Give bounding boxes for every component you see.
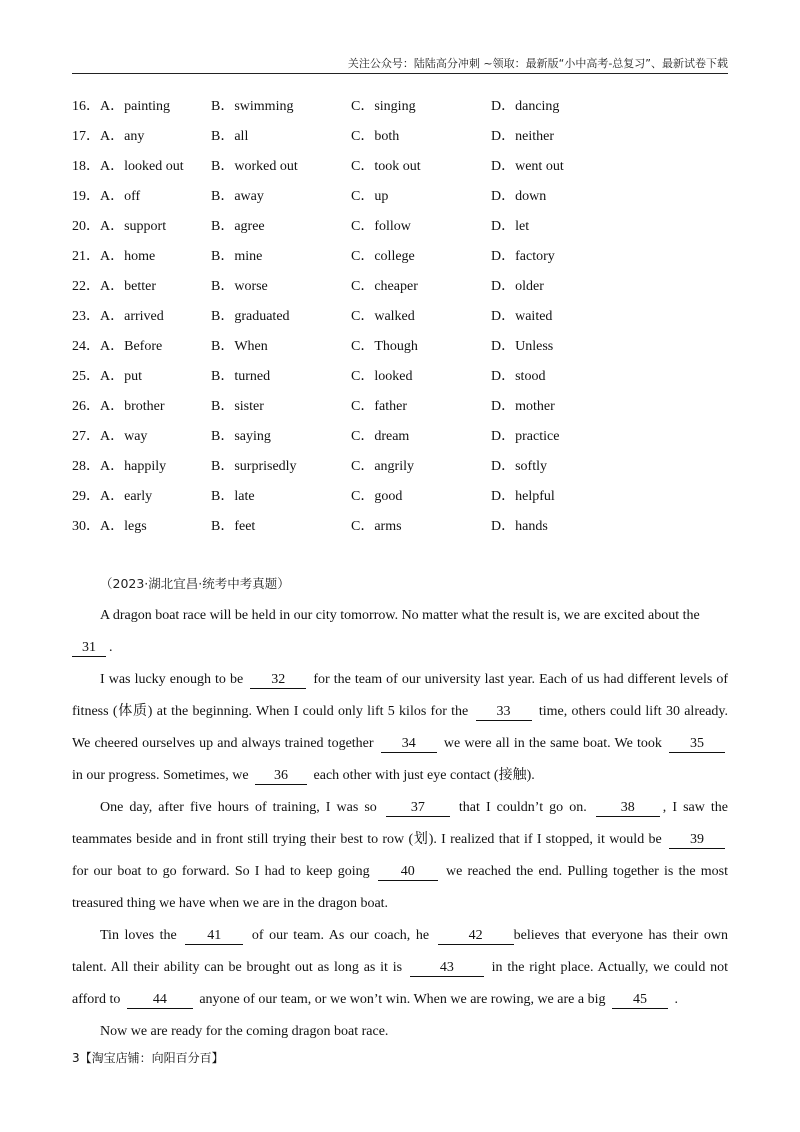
- question-number-and-option-a[interactable]: [72, 214, 166, 240]
- option-a[interactable]: A．off: [100, 189, 141, 204]
- paragraph-3: [72, 792, 728, 920]
- paragraph-4: [72, 920, 728, 1016]
- option-b[interactable]: B．turned: [211, 369, 271, 384]
- blank-35[interactable]: 35: [669, 736, 725, 753]
- paragraph-5: [72, 1016, 728, 1048]
- question-number: 16．: [72, 99, 100, 114]
- question-number: 19．: [72, 189, 100, 204]
- text: believes that everyone has their own talent. All their ability can be brought out as long as it is: [72, 928, 729, 975]
- question-number-and-option-a[interactable]: [72, 124, 144, 150]
- option-d[interactable]: D．stood: [491, 369, 546, 384]
- option-a[interactable]: A．arrived: [100, 309, 164, 324]
- question-number-and-option-a[interactable]: [72, 484, 152, 510]
- option-row: [72, 214, 728, 244]
- question-number: 20．: [72, 219, 100, 234]
- option-c[interactable]: C．up: [351, 189, 389, 204]
- option-c[interactable]: C．cheaper: [351, 279, 418, 294]
- paragraph-2: [72, 664, 728, 792]
- text: , I saw the teammates beside and in front still trying their best to row (划). I realized that if I stopped, it would be: [72, 800, 728, 847]
- option-a[interactable]: A．support: [100, 219, 167, 234]
- blank-39[interactable]: 39: [669, 832, 725, 849]
- option-a[interactable]: A．early: [100, 489, 153, 504]
- blank-38[interactable]: 38: [596, 800, 660, 817]
- question-number: 24．: [72, 339, 100, 354]
- text: for the team of our university last year. Each of us had different levels of fitness (体质) at the beginning. When I could only lift 5 kilos for the: [72, 672, 729, 719]
- question-number-and-option-a[interactable]: [72, 454, 166, 480]
- option-c[interactable]: C．dream: [351, 429, 410, 444]
- text: for our boat to go forward. So I had to keep going: [72, 864, 370, 879]
- option-row: [72, 364, 728, 394]
- option-c[interactable]: C．took out: [351, 159, 421, 174]
- option-a[interactable]: A．way: [100, 429, 148, 444]
- text: .: [674, 992, 678, 1007]
- option-row: [72, 334, 728, 364]
- question-number: 22．: [72, 279, 100, 294]
- option-c[interactable]: C．angrily: [351, 459, 414, 474]
- option-d[interactable]: D．softly: [491, 459, 547, 474]
- text: in our progress. Sometimes, we: [72, 768, 249, 783]
- text: One day, after five hours of training, I was so: [100, 800, 377, 815]
- question-number-and-option-a[interactable]: [72, 364, 142, 390]
- option-row: [72, 274, 728, 304]
- question-number: 27．: [72, 429, 100, 444]
- option-d[interactable]: D．factory: [491, 249, 555, 264]
- text: anyone of our team, or we won’t win. When we are rowing, we are a big: [199, 992, 606, 1007]
- option-a[interactable]: A．put: [100, 369, 142, 384]
- option-b[interactable]: B．feet: [211, 519, 256, 534]
- text: Tin loves the: [100, 928, 177, 943]
- option-c[interactable]: C．father: [351, 399, 407, 414]
- option-d[interactable]: D．hands: [491, 519, 548, 534]
- question-number: 21．: [72, 249, 100, 264]
- question-source: （2023·湖北宜昌·统考中考真题）: [100, 576, 290, 591]
- option-c[interactable]: C．arms: [351, 519, 402, 534]
- question-number: 30．: [72, 519, 100, 534]
- option-row: [72, 94, 728, 124]
- question-number-and-option-a[interactable]: [72, 184, 140, 210]
- question-number-and-option-a[interactable]: [72, 334, 162, 360]
- option-d[interactable]: D．practice: [491, 429, 560, 444]
- option-a[interactable]: A．brother: [100, 399, 165, 414]
- blank-34[interactable]: 34: [381, 736, 437, 753]
- blank-36[interactable]: 36: [255, 768, 307, 785]
- option-c[interactable]: C．college: [351, 249, 415, 264]
- option-b[interactable]: B．When: [211, 339, 268, 354]
- option-c[interactable]: C．good: [351, 489, 403, 504]
- question-number: 28．: [72, 459, 100, 474]
- option-b[interactable]: B．agree: [211, 219, 265, 234]
- option-b[interactable]: B．mine: [211, 249, 263, 264]
- blank-37[interactable]: 37: [386, 800, 450, 817]
- blank-43[interactable]: 43: [410, 960, 484, 977]
- text: of our team. As our coach, he: [251, 928, 430, 943]
- question-number: 26．: [72, 399, 100, 414]
- page-header: 关注公众号：陆陆高分冲刺 ~领取：最新版“小中高考-总复习”、最新试卷下载: [72, 56, 728, 74]
- option-b[interactable]: B．saying: [211, 429, 271, 444]
- option-c[interactable]: C．looked: [351, 369, 413, 384]
- option-b[interactable]: B．late: [211, 489, 255, 504]
- option-a[interactable]: A．legs: [100, 519, 147, 534]
- option-b[interactable]: B．worked out: [211, 159, 298, 174]
- paragraph-1: [72, 600, 728, 632]
- blank-32[interactable]: 32: [250, 672, 306, 689]
- answer-options-list: [72, 94, 728, 544]
- text: each other with just eye contact (接触).: [313, 768, 535, 783]
- option-a[interactable]: A．happily: [100, 459, 167, 474]
- question-number: 25．: [72, 369, 100, 384]
- option-b[interactable]: B．all: [211, 129, 249, 144]
- blank-42[interactable]: 42: [438, 928, 514, 945]
- option-d[interactable]: D．mother: [491, 399, 555, 414]
- option-row: [72, 244, 728, 274]
- option-row: [72, 424, 728, 454]
- option-d[interactable]: D．dancing: [491, 99, 560, 114]
- text: I was lucky enough to be: [100, 672, 244, 687]
- option-b[interactable]: B．swimming: [211, 99, 294, 114]
- question-number-and-option-a[interactable]: [72, 394, 165, 420]
- option-c[interactable]: C．walked: [351, 309, 415, 324]
- question-number-and-option-a[interactable]: [72, 94, 170, 120]
- option-d[interactable]: D．neither: [491, 129, 554, 144]
- option-b[interactable]: B．surprisedly: [211, 459, 297, 474]
- option-row: [72, 154, 728, 184]
- option-a[interactable]: A．home: [100, 249, 156, 264]
- option-b[interactable]: B．sister: [211, 399, 264, 414]
- text: we reached the end. Pulling together is the most treasured thing we have when we are in the dragon boat.: [72, 864, 729, 911]
- question-number: 29．: [72, 489, 100, 504]
- text: we were all in the same boat. We took: [443, 736, 662, 751]
- text: A dragon boat race will be held in our city tomorrow. No matter what the result is, we are excited about the: [100, 608, 700, 623]
- option-d[interactable]: D．Unless: [491, 339, 554, 354]
- text: that I couldn’t go on.: [458, 800, 587, 815]
- option-d[interactable]: D．older: [491, 279, 544, 294]
- question-number-and-option-a[interactable]: [72, 514, 147, 540]
- question-number: 18．: [72, 159, 100, 174]
- question-number: 23．: [72, 309, 100, 324]
- option-row: [72, 484, 728, 514]
- question-number-and-option-a[interactable]: [72, 304, 164, 330]
- option-a[interactable]: A．looked out: [100, 159, 184, 174]
- option-c[interactable]: C．singing: [351, 99, 416, 114]
- option-d[interactable]: D．let: [491, 219, 530, 234]
- option-row: [72, 124, 728, 154]
- option-d[interactable]: D．helpful: [491, 489, 555, 504]
- option-a[interactable]: A．any: [100, 129, 145, 144]
- blank-33[interactable]: 33: [476, 704, 532, 721]
- option-b[interactable]: B．away: [211, 189, 264, 204]
- option-row: [72, 184, 728, 214]
- option-row: [72, 454, 728, 484]
- text: in the right place. Actually, we could not afford to: [72, 960, 729, 1007]
- option-row: [72, 304, 728, 334]
- option-row: [72, 394, 728, 424]
- text: .: [109, 640, 113, 655]
- question-number-and-option-a[interactable]: [72, 424, 147, 450]
- option-c[interactable]: C．both: [351, 129, 400, 144]
- text: Now we are ready for the coming dragon boat race.: [100, 1024, 389, 1039]
- paragraph-1-continued: [72, 632, 728, 664]
- blank-44[interactable]: 44: [127, 992, 193, 1009]
- page-footer: 3【淘宝店铺：向阳百分百】: [72, 1051, 224, 1065]
- option-b[interactable]: B．worse: [211, 279, 268, 294]
- option-b[interactable]: B．graduated: [211, 309, 290, 324]
- option-c[interactable]: C．follow: [351, 219, 411, 234]
- blank-45[interactable]: 45: [612, 992, 668, 1009]
- blank-31[interactable]: 31: [72, 640, 106, 657]
- question-number-and-option-a[interactable]: [72, 154, 184, 180]
- option-row: [72, 514, 728, 544]
- option-a[interactable]: A．painting: [100, 99, 170, 114]
- option-c[interactable]: C．Though: [351, 339, 418, 354]
- option-a[interactable]: A．better: [100, 279, 156, 294]
- question-number-and-option-a[interactable]: [72, 274, 156, 300]
- option-a[interactable]: A．Before: [100, 339, 163, 354]
- option-d[interactable]: D．went out: [491, 159, 564, 174]
- option-d[interactable]: D．down: [491, 189, 547, 204]
- text: time, others could lift 30 already. We cheered ourselves up and always trained together: [72, 704, 729, 751]
- question-number-and-option-a[interactable]: [72, 244, 155, 270]
- question-number: 17．: [72, 129, 100, 144]
- blank-41[interactable]: 41: [185, 928, 243, 945]
- option-d[interactable]: D．waited: [491, 309, 553, 324]
- blank-40[interactable]: 40: [378, 864, 438, 881]
- cloze-passage: [72, 600, 728, 1048]
